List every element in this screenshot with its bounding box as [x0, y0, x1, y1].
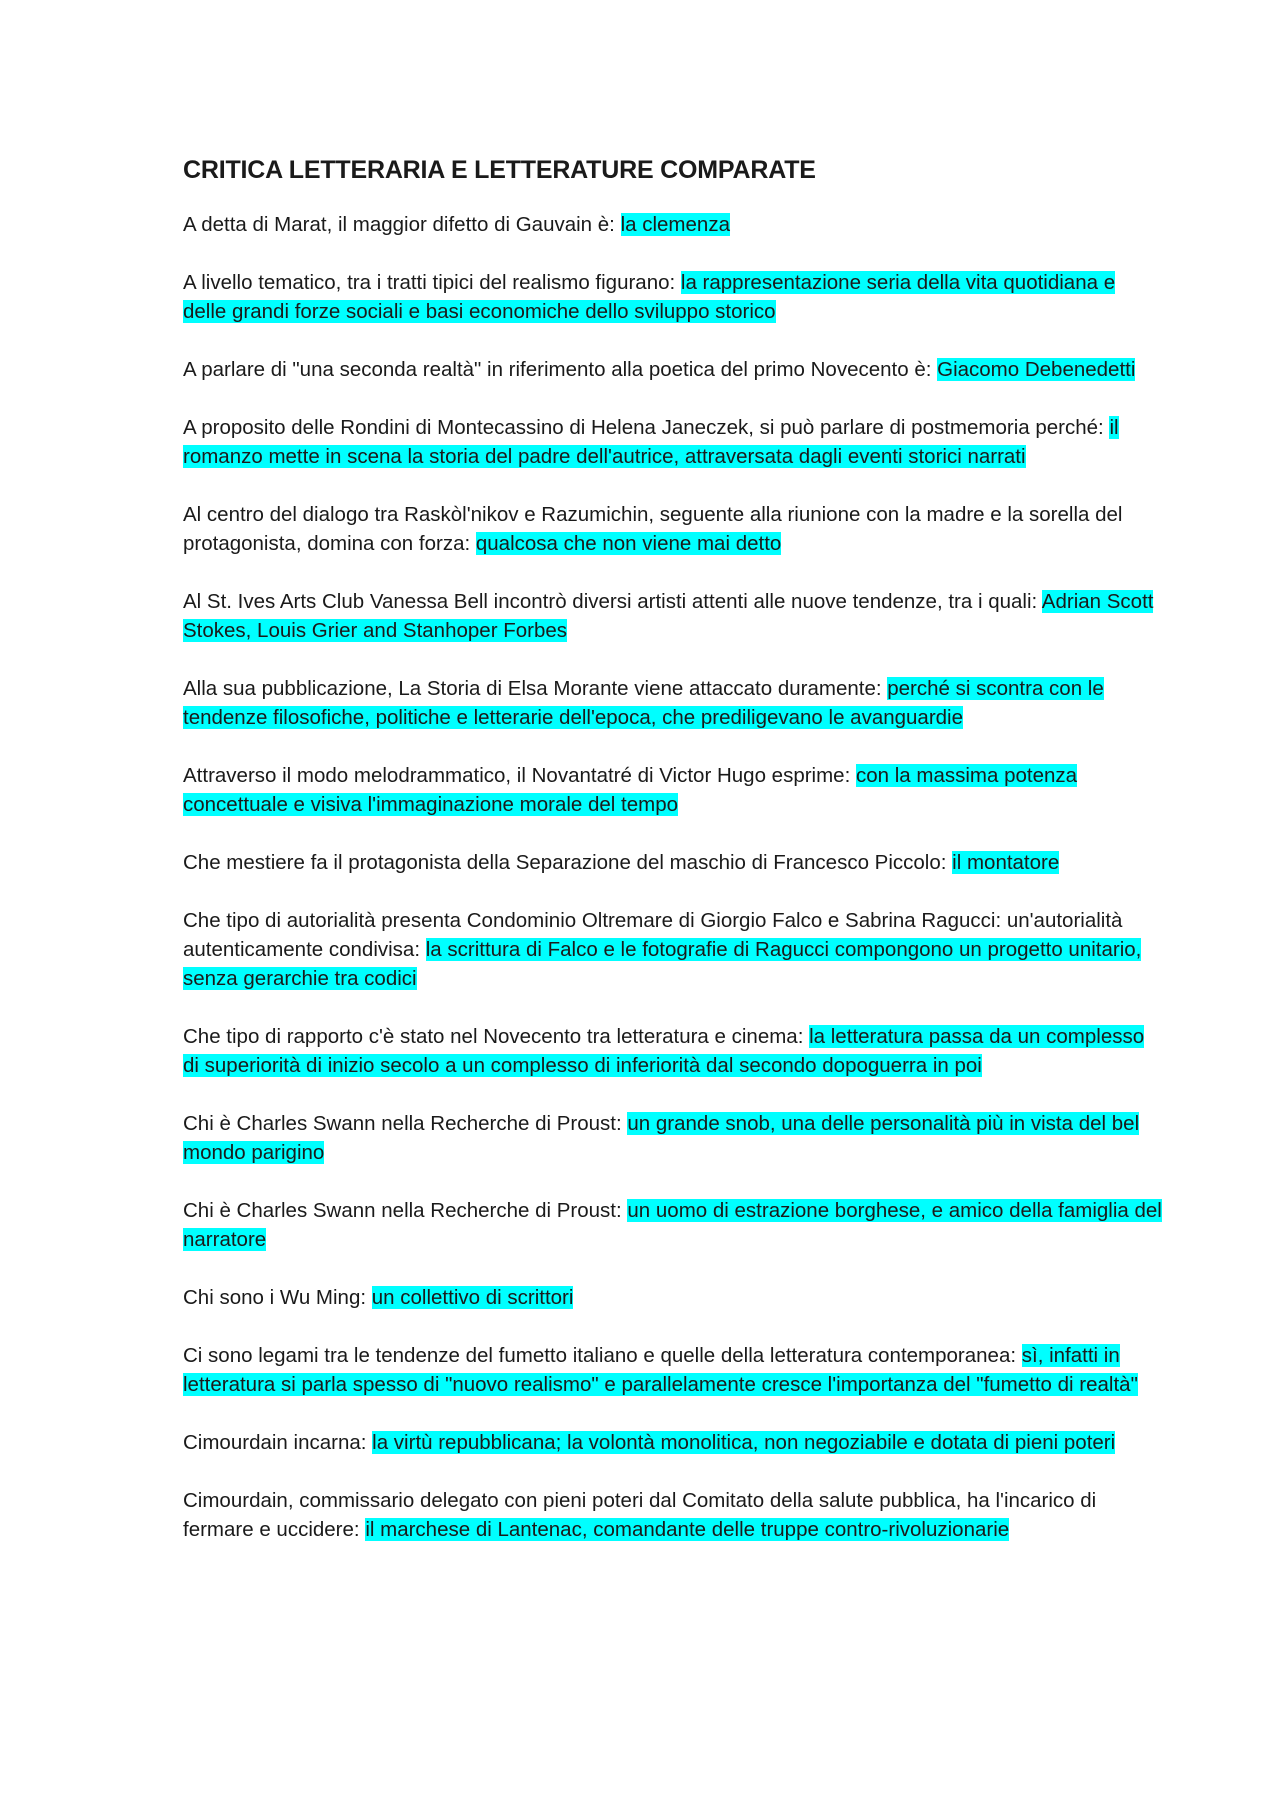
highlighted-answer: la letteratura passa da un complesso di superiorità di inizio secolo a un complesso di inferiorità dal secondo dopoguerra in poi	[183, 1025, 1145, 1077]
highlighted-answer: perché si scontra con le tendenze filosofiche, politiche e letterarie dell'epoca, che prediligevano le avanguardie	[183, 677, 1104, 729]
qa-item	[183, 268, 1163, 326]
document-title: CRITICA LETTERARIA E LETTERATURE COMPARATE	[183, 156, 816, 184]
qa-item	[183, 674, 1163, 732]
qa-item	[183, 848, 1163, 877]
question-text: A parlare di "una seconda realtà" in riferimento alla poetica del primo Novecento è:	[183, 358, 938, 381]
qa-item	[183, 500, 1163, 558]
question-text: A livello tematico, tra i tratti tipici del realismo figurano:	[183, 271, 681, 294]
question-text: Al centro del dialogo tra Raskòl'nikov e Razumichin, seguente alla riunione con la madre e la sorella del protagonista, domina con forza:	[183, 503, 1123, 555]
qa-item	[183, 906, 1163, 993]
qa-item	[183, 1341, 1163, 1399]
highlighted-answer: il romanzo mette in scena la storia del padre dell'autrice, attraversata dagli eventi storici narrati	[183, 416, 1119, 468]
qa-item	[183, 587, 1163, 645]
question-text: Cimourdain incarna:	[183, 1431, 373, 1454]
question-text: Al St. Ives Arts Club Vanessa Bell incontrò diversi artisti attenti alle nuove tendenze, tra i quali:	[183, 590, 1042, 613]
qa-item	[183, 1283, 1163, 1312]
highlighted-answer: il montatore	[952, 851, 1060, 874]
question-text: Che tipo di autorialità presenta Condominio Oltremare di Giorgio Falco e Sabrina Ragucci: un'autorialità autenticamente condivisa:	[183, 909, 1123, 961]
question-text: A detta di Marat, il maggior difetto di Gauvain è:	[183, 213, 621, 236]
highlighted-answer: Giacomo Debenedetti	[937, 358, 1136, 381]
question-text: Chi è Charles Swann nella Recherche di Proust:	[183, 1112, 628, 1135]
qa-item	[183, 210, 1163, 239]
highlighted-answer: sì, infatti in letteratura si parla spesso di "nuovo realismo" e parallelamente cresce l'importanza del "fumetto di realtà"	[183, 1344, 1138, 1396]
highlighted-answer: un collettivo di scrittori	[371, 1286, 574, 1309]
highlighted-answer: con la massima potenza concettuale e visiva l'immaginazione morale del tempo	[183, 764, 1078, 816]
qa-item	[183, 1196, 1163, 1254]
highlighted-answer: un uomo di estrazione borghese, e amico della famiglia del narratore	[183, 1199, 1162, 1251]
question-text: Chi sono i Wu Ming:	[183, 1286, 372, 1309]
question-text: A proposito delle Rondini di Montecassino di Helena Janeczek, si può parlare di postmemoria perché:	[183, 416, 1110, 439]
qa-item	[183, 1109, 1163, 1167]
document-page	[183, 152, 1163, 1573]
highlighted-answer: un grande snob, una delle personalità più in vista del bel mondo parigino	[183, 1112, 1140, 1164]
qa-item	[183, 1486, 1163, 1544]
qa-item	[183, 1022, 1163, 1080]
highlighted-answer: Adrian Scott Stokes, Louis Grier and Stanhoper Forbes	[183, 590, 1154, 642]
highlighted-answer: la virtù repubblicana; la volontà monolitica, non negoziabile e dotata di pieni poteri	[372, 1431, 1116, 1454]
qa-item	[183, 355, 1163, 384]
question-text: Attraverso il modo melodrammatico, il Novantatré di Victor Hugo esprime:	[183, 764, 856, 787]
question-text: Che tipo di rapporto c'è stato nel Novecento tra letteratura e cinema:	[183, 1025, 810, 1048]
question-text: Chi è Charles Swann nella Recherche di Proust:	[183, 1199, 628, 1222]
question-text: Ci sono legami tra le tendenze del fumetto italiano e quelle della letteratura contemporanea:	[183, 1344, 1022, 1367]
question-text: Cimourdain, commissario delegato con pieni poteri dal Comitato della salute pubblica, ha l'incarico di fermare e uccidere:	[183, 1489, 1097, 1541]
highlighted-answer: la clemenza	[620, 213, 730, 236]
qa-item	[183, 413, 1163, 471]
highlighted-answer: il marchese di Lantenac, comandante delle truppe contro-rivoluzionarie	[365, 1518, 1010, 1541]
question-text: Che mestiere fa il protagonista della Separazione del maschio di Francesco Piccolo:	[183, 851, 953, 874]
qa-item	[183, 1428, 1163, 1457]
highlighted-answer: la rappresentazione seria della vita quotidiana e delle grandi forze sociali e basi economiche dello sviluppo storico	[183, 271, 1116, 323]
highlighted-answer: qualcosa che non viene mai detto	[475, 532, 782, 555]
question-text: Alla sua pubblicazione, La Storia di Elsa Morante viene attaccato duramente:	[183, 677, 888, 700]
highlighted-answer: la scrittura di Falco e le fotografie di Ragucci compongono un progetto unitario, senza gerarchie tra codici	[183, 938, 1142, 990]
qa-item	[183, 761, 1163, 819]
